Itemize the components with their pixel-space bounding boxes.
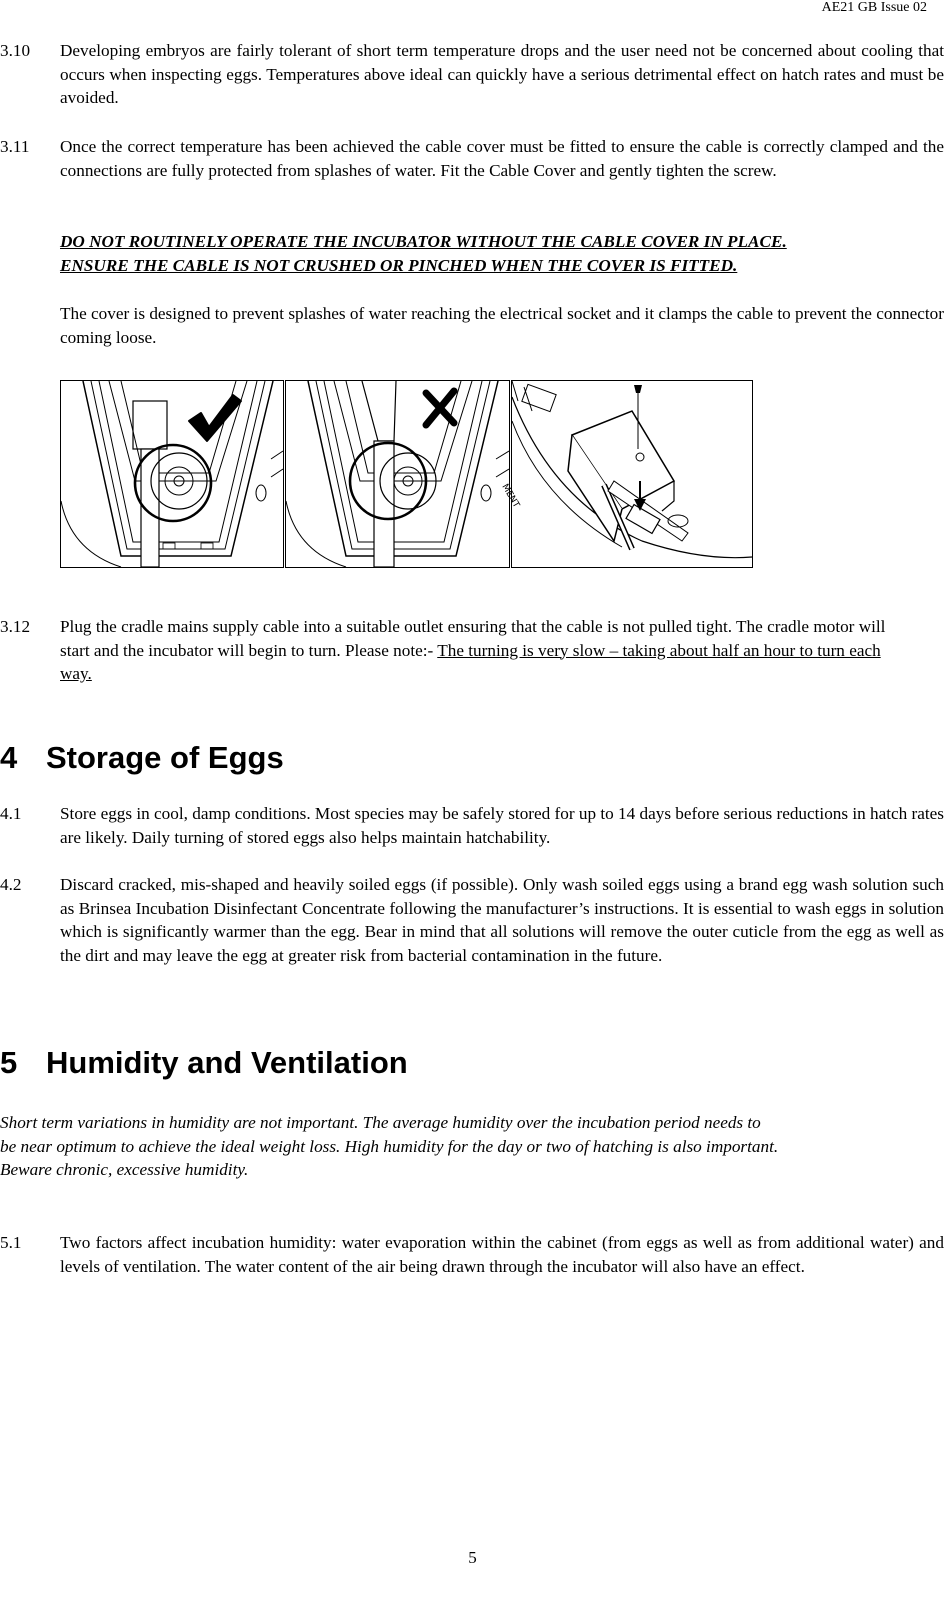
paragraph-text: Discard cracked, mis-shaped and heavily soiled eggs (if possible). Only wash soiled eggs using a brand egg wash solution such as Brinsea Incubation Disinfectant Concentrate following the manufacturer’s instructions. It is essential to wash eggs in solution which is significantly warmer than the egg. Bear in mind that all solutions will remove the outer cuticle from the egg as well as the dirt and may leave the egg at greater risk from bacterial contamination in the future. — [60, 875, 944, 965]
figure-incorrect-cable-position — [285, 380, 510, 568]
paragraph-number: 5.1 — [0, 1233, 22, 1252]
paragraph-number: 3.12 — [0, 617, 31, 636]
paragraph-text — [60, 615, 900, 686]
cable-cover-assembly-icon — [499, 381, 752, 567]
section-heading-storage-of-eggs — [0, 740, 284, 776]
paragraph-text: Store eggs in cool, damp conditions. Most species may be safely stored for up to 14 days before serious reductions in hatch rates are likely. Daily turning of stored eggs also helps maintain hatchability. — [60, 804, 944, 847]
paragraph-text: Two factors affect incubation humidity: water evaporation within the cabinet (from eggs as well as from additional water) and levels of ventilation. The water content of the air being drawn through the incubator will also have an effect. — [60, 1233, 944, 1276]
paragraph-number: 3.11 — [0, 137, 30, 156]
cross-mark-icon — [286, 381, 509, 567]
warning-line-1: DO NOT ROUTINELY OPERATE THE INCUBATOR WITHOUT THE CABLE COVER IN PLACE. — [60, 232, 787, 251]
figure-cable-cover-fitting — [499, 380, 753, 568]
cable-cover-warning — [60, 230, 944, 277]
section-title: Storage of Eggs — [46, 740, 284, 775]
section-number: 5 — [0, 1045, 18, 1080]
paragraph-body: Plug the cradle mains supply cable into a suitable outlet ensuring that the cable is not pulled tight. The cradle motor will start and the incubator will begin to turn. Please note:- — [60, 617, 886, 660]
paragraph-number: 4.1 — [0, 804, 22, 823]
paragraph-number: 4.2 — [0, 875, 22, 894]
page-number: 5 — [468, 1548, 477, 1567]
intro-line: Short term variations in humidity are not important. The average humidity over the incubation period needs to — [0, 1113, 761, 1132]
cover-note: The cover is designed to prevent splashes of water reaching the electrical socket and it clamps the cable to prevent the connector coming loose. — [60, 304, 944, 347]
paragraph-text: Once the correct temperature has been achieved the cable cover must be fitted to ensure the cable is correctly clamped and the connections are fully protected from splashes of water. Fit the Cable Cover and gently tighten the screw. — [60, 137, 944, 180]
check-mark-icon — [61, 381, 283, 567]
section-number: 4 — [0, 740, 18, 775]
turning-speed-note: The turning is very slow – taking about half an hour to turn each way. — [60, 640, 881, 683]
paragraph-number: 3.10 — [0, 41, 31, 60]
section-title: Humidity and Ventilation — [46, 1045, 408, 1080]
figure-correct-cable-position — [60, 380, 284, 568]
intro-line: Beware chronic, excessive humidity. — [0, 1160, 249, 1179]
section-heading-humidity-ventilation — [0, 1045, 408, 1081]
document-reference: AE21 GB Issue 02 — [821, 0, 927, 15]
paragraph-text: Developing embryos are fairly tolerant of short term temperature drops and the user need not be concerned about cooling that occurs when inspecting eggs. Temperatures above ideal can quickly have a serious detrimental effect on hatch rates and must be avoided. — [60, 41, 944, 107]
svg-text:MENT: MENT — [499, 482, 521, 510]
intro-line: be near optimum to achieve the ideal weight loss. High humidity for the day or two of hatching is also important. — [0, 1136, 779, 1156]
humidity-intro — [0, 1111, 945, 1182]
warning-line-2: ENSURE THE CABLE IS NOT CRUSHED OR PINCHED WHEN THE COVER IS FITTED. — [60, 255, 738, 275]
